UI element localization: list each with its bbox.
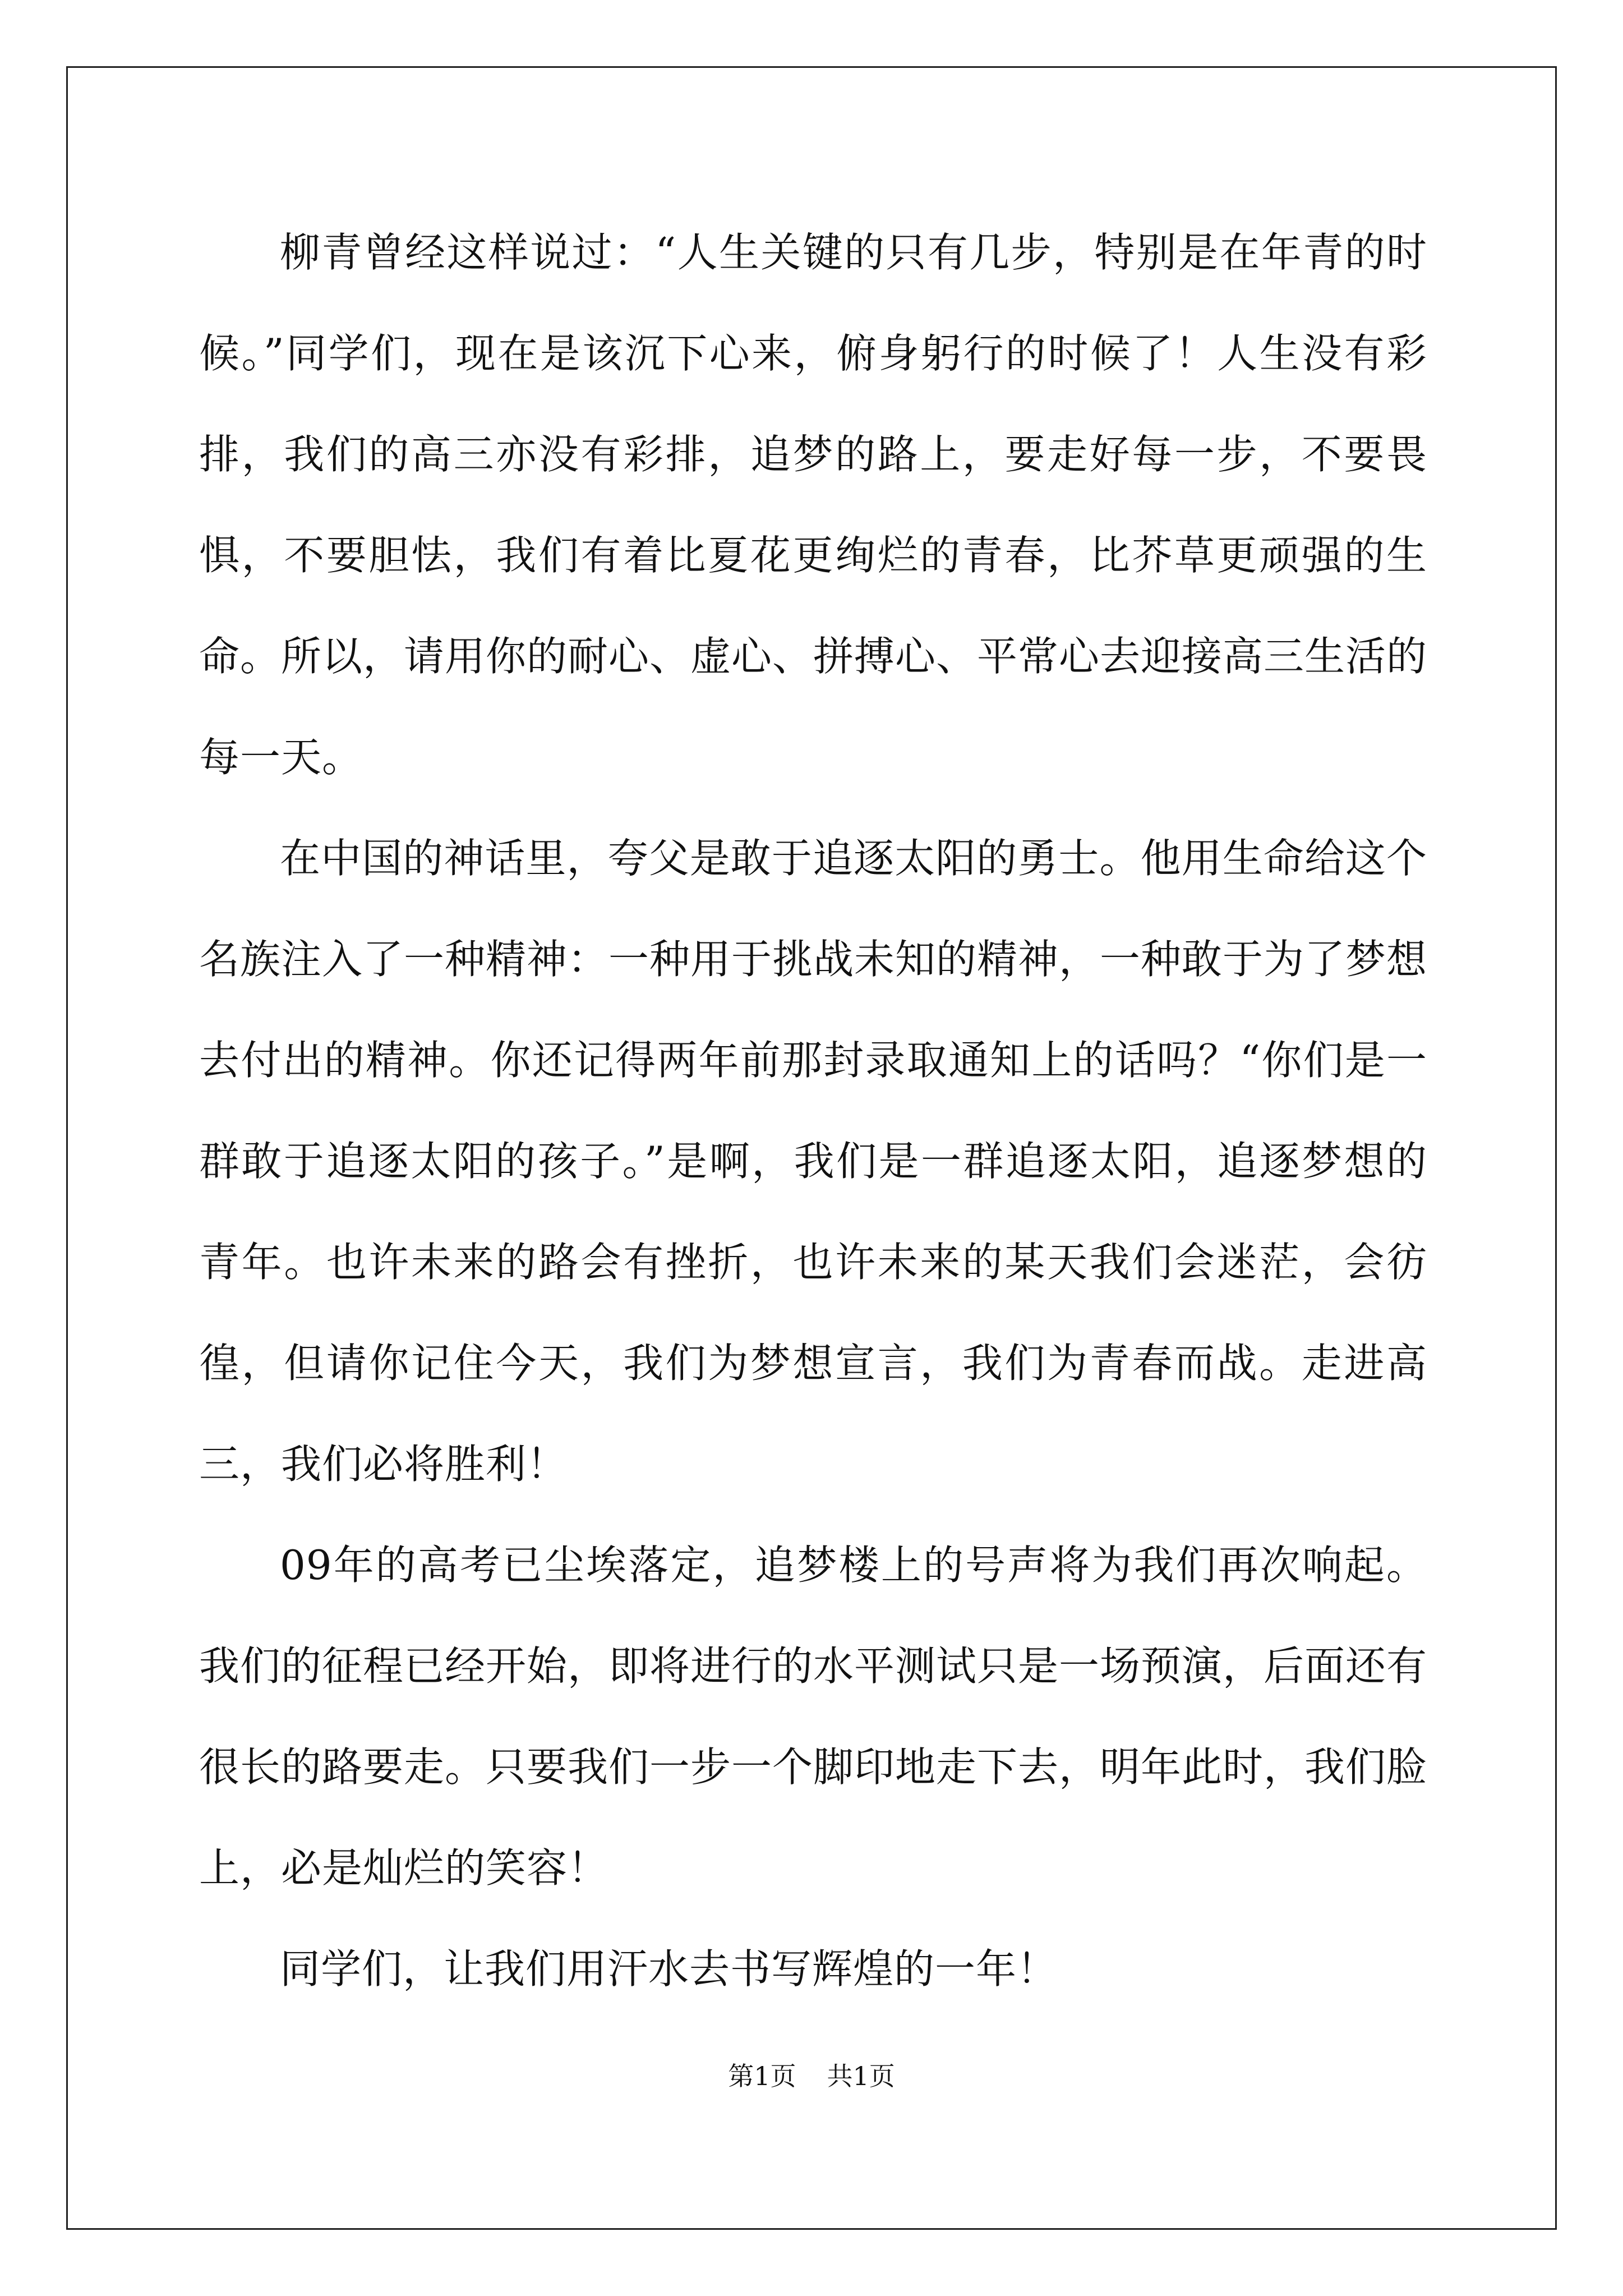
page-footer: [0, 2056, 1623, 2093]
page-number-current: 第1页: [728, 2061, 796, 2091]
paragraph-2: 在中国的神话里，夸父是敢于追逐太阳的勇士。他用生命给这个名族注入了一种精神：一种用于挑战未知的精神，一种敢于为了梦想去付出的精神。你还记得两年前那封录取通知上的话吗？“你们是一群敢于追逐太阳的孩子。”是啊，我们是一群追逐太阳，追逐梦想的青年。也许未来的路会有挫折，也许未来的某天我们会迷茫，会彷徨，但请你记住今天，我们为梦想宣言，我们为青春而战。走进高三，我们必将胜利！: [199, 835, 1428, 1488]
paragraph-1: 柳青曾经这样说过：“人生关键的只有几步，特别是在年青的时候。”同学们，现在是该沉下心来，俯身躬行的时候了！人生没有彩排，我们的高三亦没有彩排，追梦的路上，要走好每一步，不要畏惧，不要胆怯，我们有着比夏花更绚烂的青春，比芥草更顽强的生命。所以，请用你的耐心、虚心、拼搏心、平常心去迎接高三生活的每一天。: [199, 229, 1428, 781]
paragraph-4: 同学们，让我们用汗水去书写辉煌的一年！: [280, 1945, 1058, 1993]
paragraph-3: 09年的高考已尘埃落定，追梦楼上的号声将为我们再次响起。我们的征程已经开始，即将进行的水平测试只是一场预演，后面还有很长的路要走。只要我们一步一个脚印地走下去，明年此时，我们脸上，必是灿烂的笑容！: [199, 1542, 1428, 1892]
page-number-total: 共1页: [827, 2061, 895, 2091]
document-body: [199, 202, 1427, 2019]
